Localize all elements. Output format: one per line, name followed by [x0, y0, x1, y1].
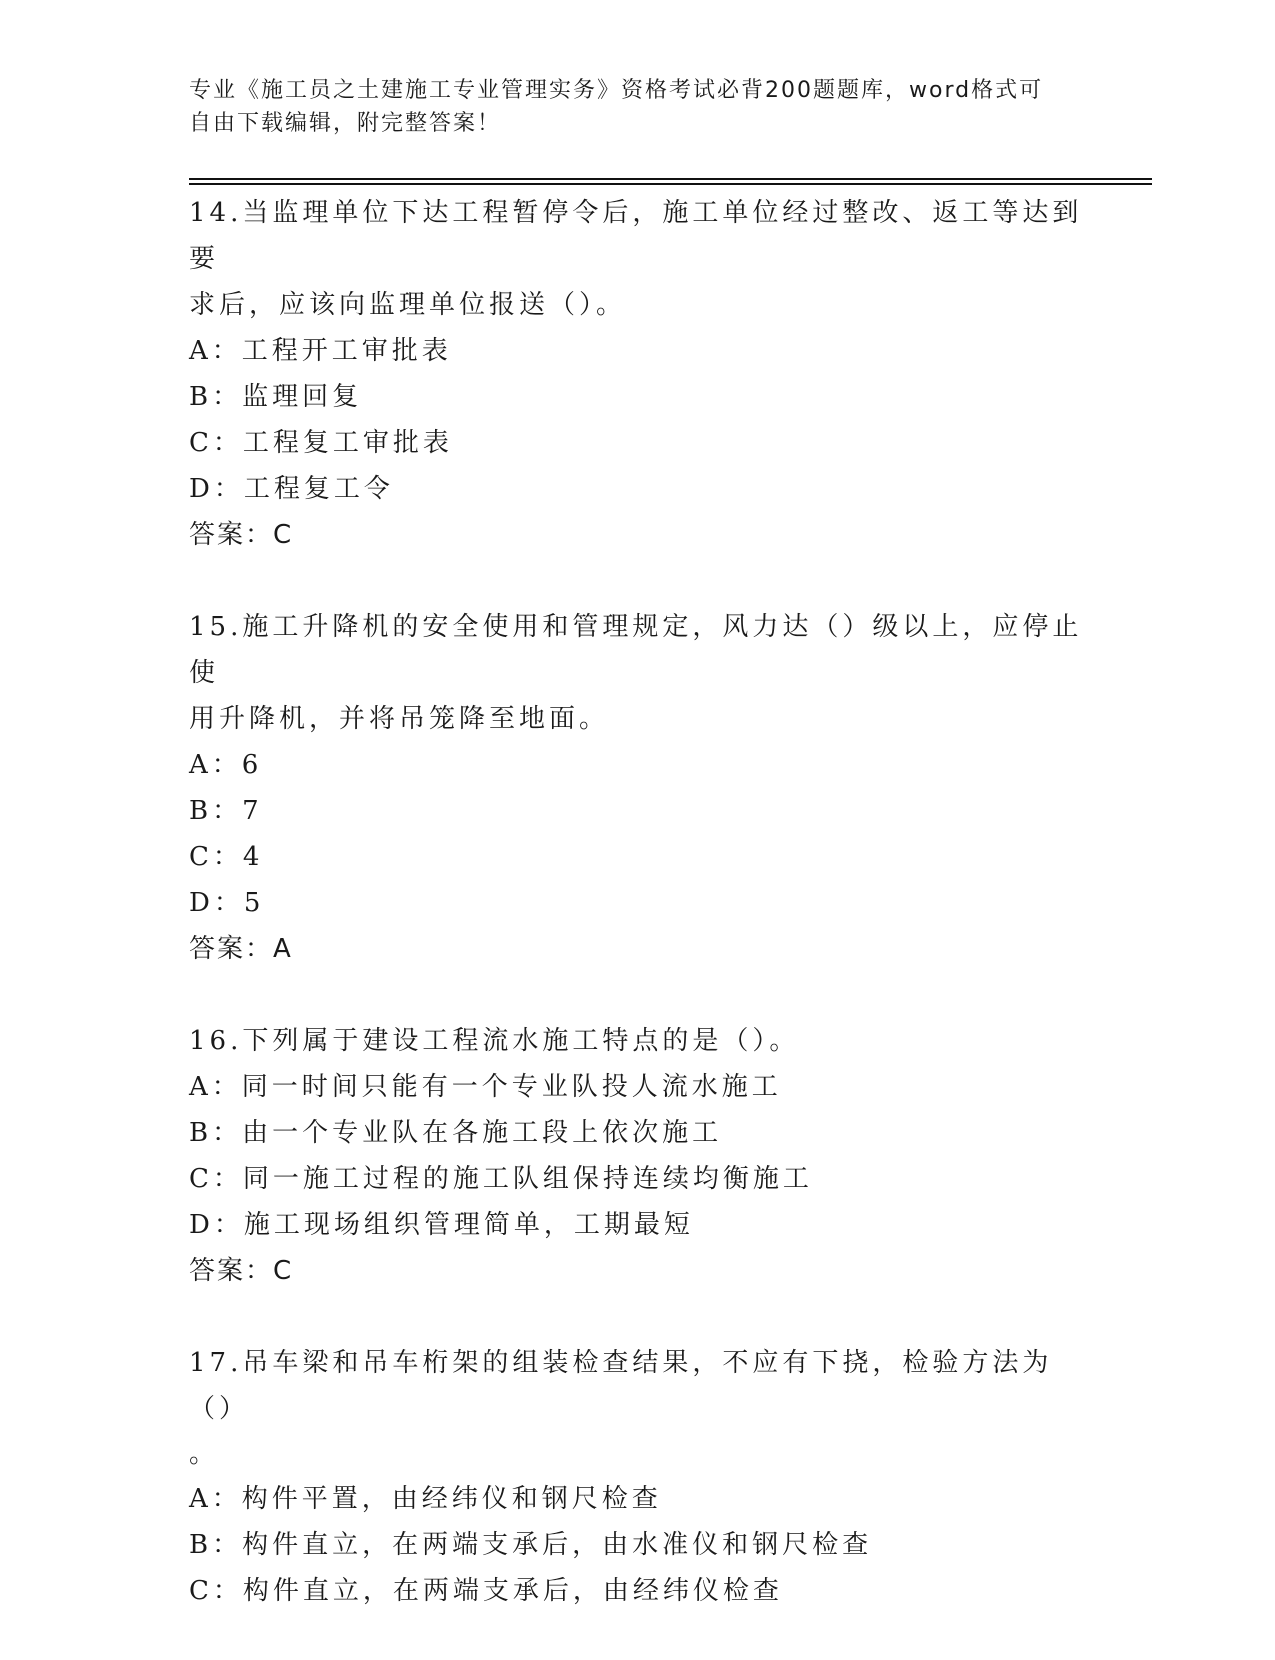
header-line-1: 专业《施工员之土建施工专业管理实务》资格考试必背200题题库，word格式可 [189, 78, 1044, 103]
header-line-2: 自由下载编辑，附完整答案！ [189, 111, 502, 136]
question-stem-continued: 用升降机，并将吊笼降至地面。 [189, 704, 610, 734]
option-b: B：监理回复 [189, 382, 363, 412]
answer: 答案：C [189, 1256, 294, 1286]
question-17 [189, 1340, 1089, 1614]
option-c: C：4 [189, 842, 264, 872]
option-a: A：同一时间只能有一个专业队投人流水施工 [189, 1072, 782, 1102]
option-d: D：5 [189, 888, 265, 918]
header-divider-top [189, 178, 1152, 180]
option-d: D：施工现场组织管理简单，工期最短 [189, 1210, 694, 1240]
question-16 [189, 1018, 1089, 1294]
option-b: B：由一个专业队在各施工段上依次施工 [189, 1118, 723, 1148]
option-c: C：构件直立，在两端支承后，由经纬仪检查 [189, 1576, 783, 1606]
question-stem-continued: 求后，应该向监理单位报送（）。 [189, 290, 627, 320]
question-list [189, 190, 1089, 1660]
option-c: C：同一施工过程的施工队组保持连续均衡施工 [189, 1164, 813, 1194]
question-14 [189, 190, 1089, 558]
option-a: A：构件平置，由经纬仪和钢尺检查 [189, 1484, 662, 1514]
question-15 [189, 604, 1089, 972]
option-d: D：工程复工令 [189, 474, 394, 504]
option-b: B：7 [189, 796, 263, 826]
question-stem: 14.当监理单位下达工程暂停令后，施工单位经过整改、返工等达到要 [189, 198, 1083, 274]
option-c: C：工程复工审批表 [189, 428, 453, 458]
question-stem: 15.施工升降机的安全使用和管理规定，风力达（）级以上，应停止使 [189, 612, 1083, 688]
answer: 答案：A [189, 934, 293, 964]
question-stem: 17.吊车梁和吊车桁架的组装检查结果，不应有下挠，检验方法为（） [189, 1348, 1053, 1424]
option-a: A：6 [189, 750, 263, 780]
option-a: A：工程开工审批表 [189, 336, 452, 366]
document-header [189, 74, 1089, 140]
question-stem-continued: 。 [189, 1439, 220, 1469]
option-b: B：构件直立，在两端支承后，由水准仪和钢尺检查 [189, 1530, 873, 1560]
question-stem: 16.下列属于建设工程流水施工特点的是（）。 [189, 1026, 800, 1056]
header-divider-bottom [189, 183, 1152, 185]
answer: 答案：C [189, 520, 294, 550]
